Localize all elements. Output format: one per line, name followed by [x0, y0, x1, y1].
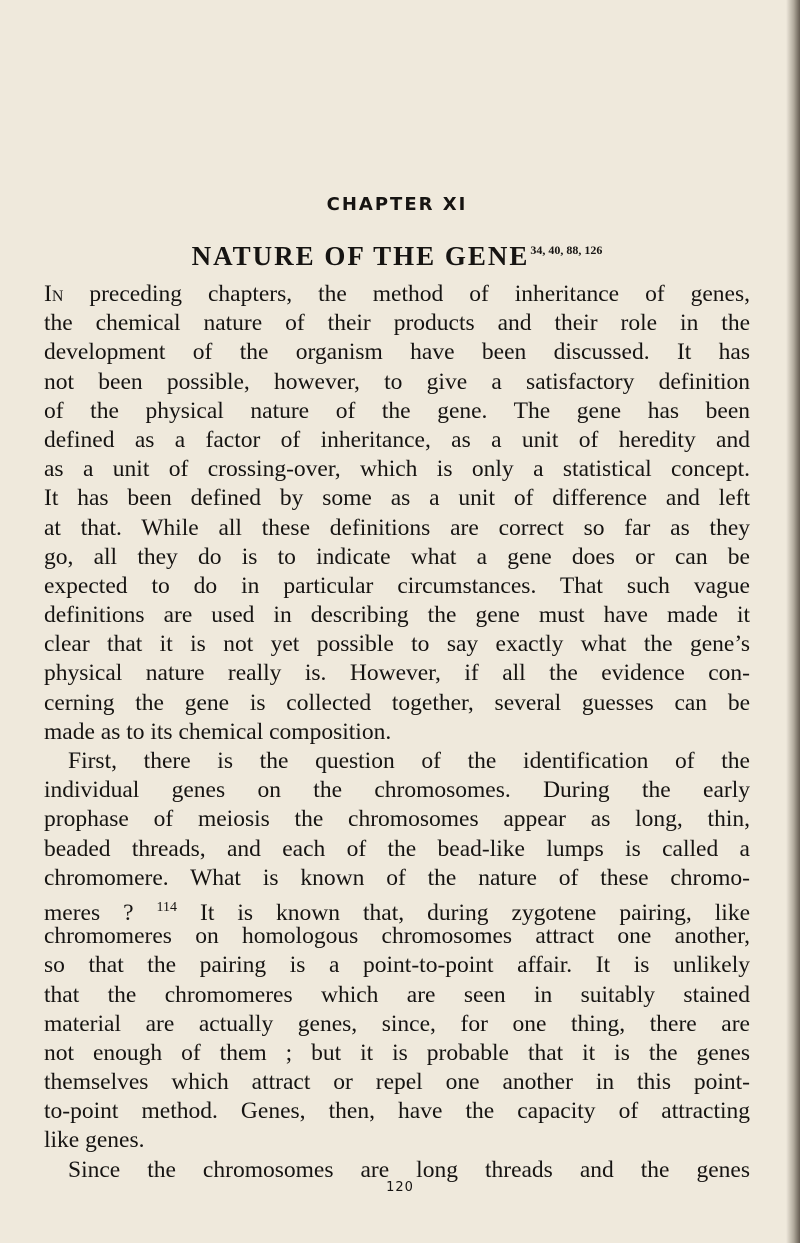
page-edge-shadow [786, 0, 800, 1243]
chapter-label: CHAPTER XI [326, 194, 468, 215]
text-line: of the physical nature of the gene. The gene has been [44, 397, 750, 424]
text-line: defined as a factor of inheritance, as a unit of heredity and [44, 426, 750, 453]
text-line: go, all they do is to indicate what a gene does or can be [44, 543, 750, 570]
text-line: prophase of meiosis the chromosomes appear as long, thin, [44, 806, 750, 833]
text-line: physical nature really is. However, if all the evidence con- [44, 660, 750, 687]
drop-word: In [44, 281, 64, 307]
text-line: chromomere. What is known of the nature of these chromo- [44, 864, 750, 891]
book-page [44, 190, 750, 1185]
text-line: beaded threads, and each of the bead-like lumps is called a [44, 835, 750, 862]
text-line: at that. While all these definitions are correct so far as they [44, 514, 750, 541]
text-line: made as to its chemical composition. [44, 718, 392, 745]
chapter-title-text: NATURE OF THE GENE [191, 241, 530, 271]
paragraph-1 [44, 280, 750, 747]
text-line: Since the chromosomes are long threads and the genes [68, 1156, 750, 1183]
text-line: It has been defined by some as a unit of difference and left [44, 485, 750, 512]
text-line: expected to do in particular circumstances. That such vague [44, 572, 750, 599]
reference-number: 114 [156, 899, 178, 915]
page-number: 120 [386, 1180, 414, 1195]
text-line: development of the organism have been discussed. It has [44, 339, 750, 366]
text-line: clear that it is not yet possible to say exactly what the gene’s [44, 631, 750, 658]
text-line: individual genes on the chromosomes. During the early [44, 777, 750, 804]
text-line: the chemical nature of their products and their role in the [44, 310, 750, 337]
text-line: to-point method. Genes, then, have the capacity of attracting [44, 1098, 750, 1125]
text-line: chromomeres on homologous chromosomes attract one another, [44, 923, 750, 950]
text-line: like genes. [44, 1127, 145, 1154]
text-line: so that the pairing is a point-to-point affair. It is unlikely [44, 952, 750, 979]
text-line: meres ? $^{114}$ It is known that, during zygotene pairing, like [44, 899, 750, 926]
text-line: First, there is the question of the identification of the [68, 748, 750, 774]
text-line: In preceding chapters, the method of inheritance of genes, [44, 281, 750, 307]
text-line: that the chromomeres which are seen in suitably stained [44, 981, 750, 1008]
chapter-title [44, 220, 750, 280]
text-line: definitions are used in describing the gene must have made it [44, 602, 750, 629]
text-line: not been possible, however, to give a satisfactory definition [44, 368, 750, 395]
text-line: cerning the gene is collected together, several guesses can be [44, 689, 750, 716]
text-line: not enough of them ; but it is probable that it is the genes [44, 1039, 750, 1066]
text-line: as a unit of crossing-over, which is only a statistical concept. [44, 456, 750, 483]
text-line: material are actually genes, since, for one thing, there are [44, 1010, 750, 1037]
paragraph-2 [44, 747, 750, 1156]
text-line: themselves which attract or repel one another in this point- [44, 1069, 750, 1096]
chapter-title-references: 34, 40, 88, 126 [530, 243, 603, 257]
